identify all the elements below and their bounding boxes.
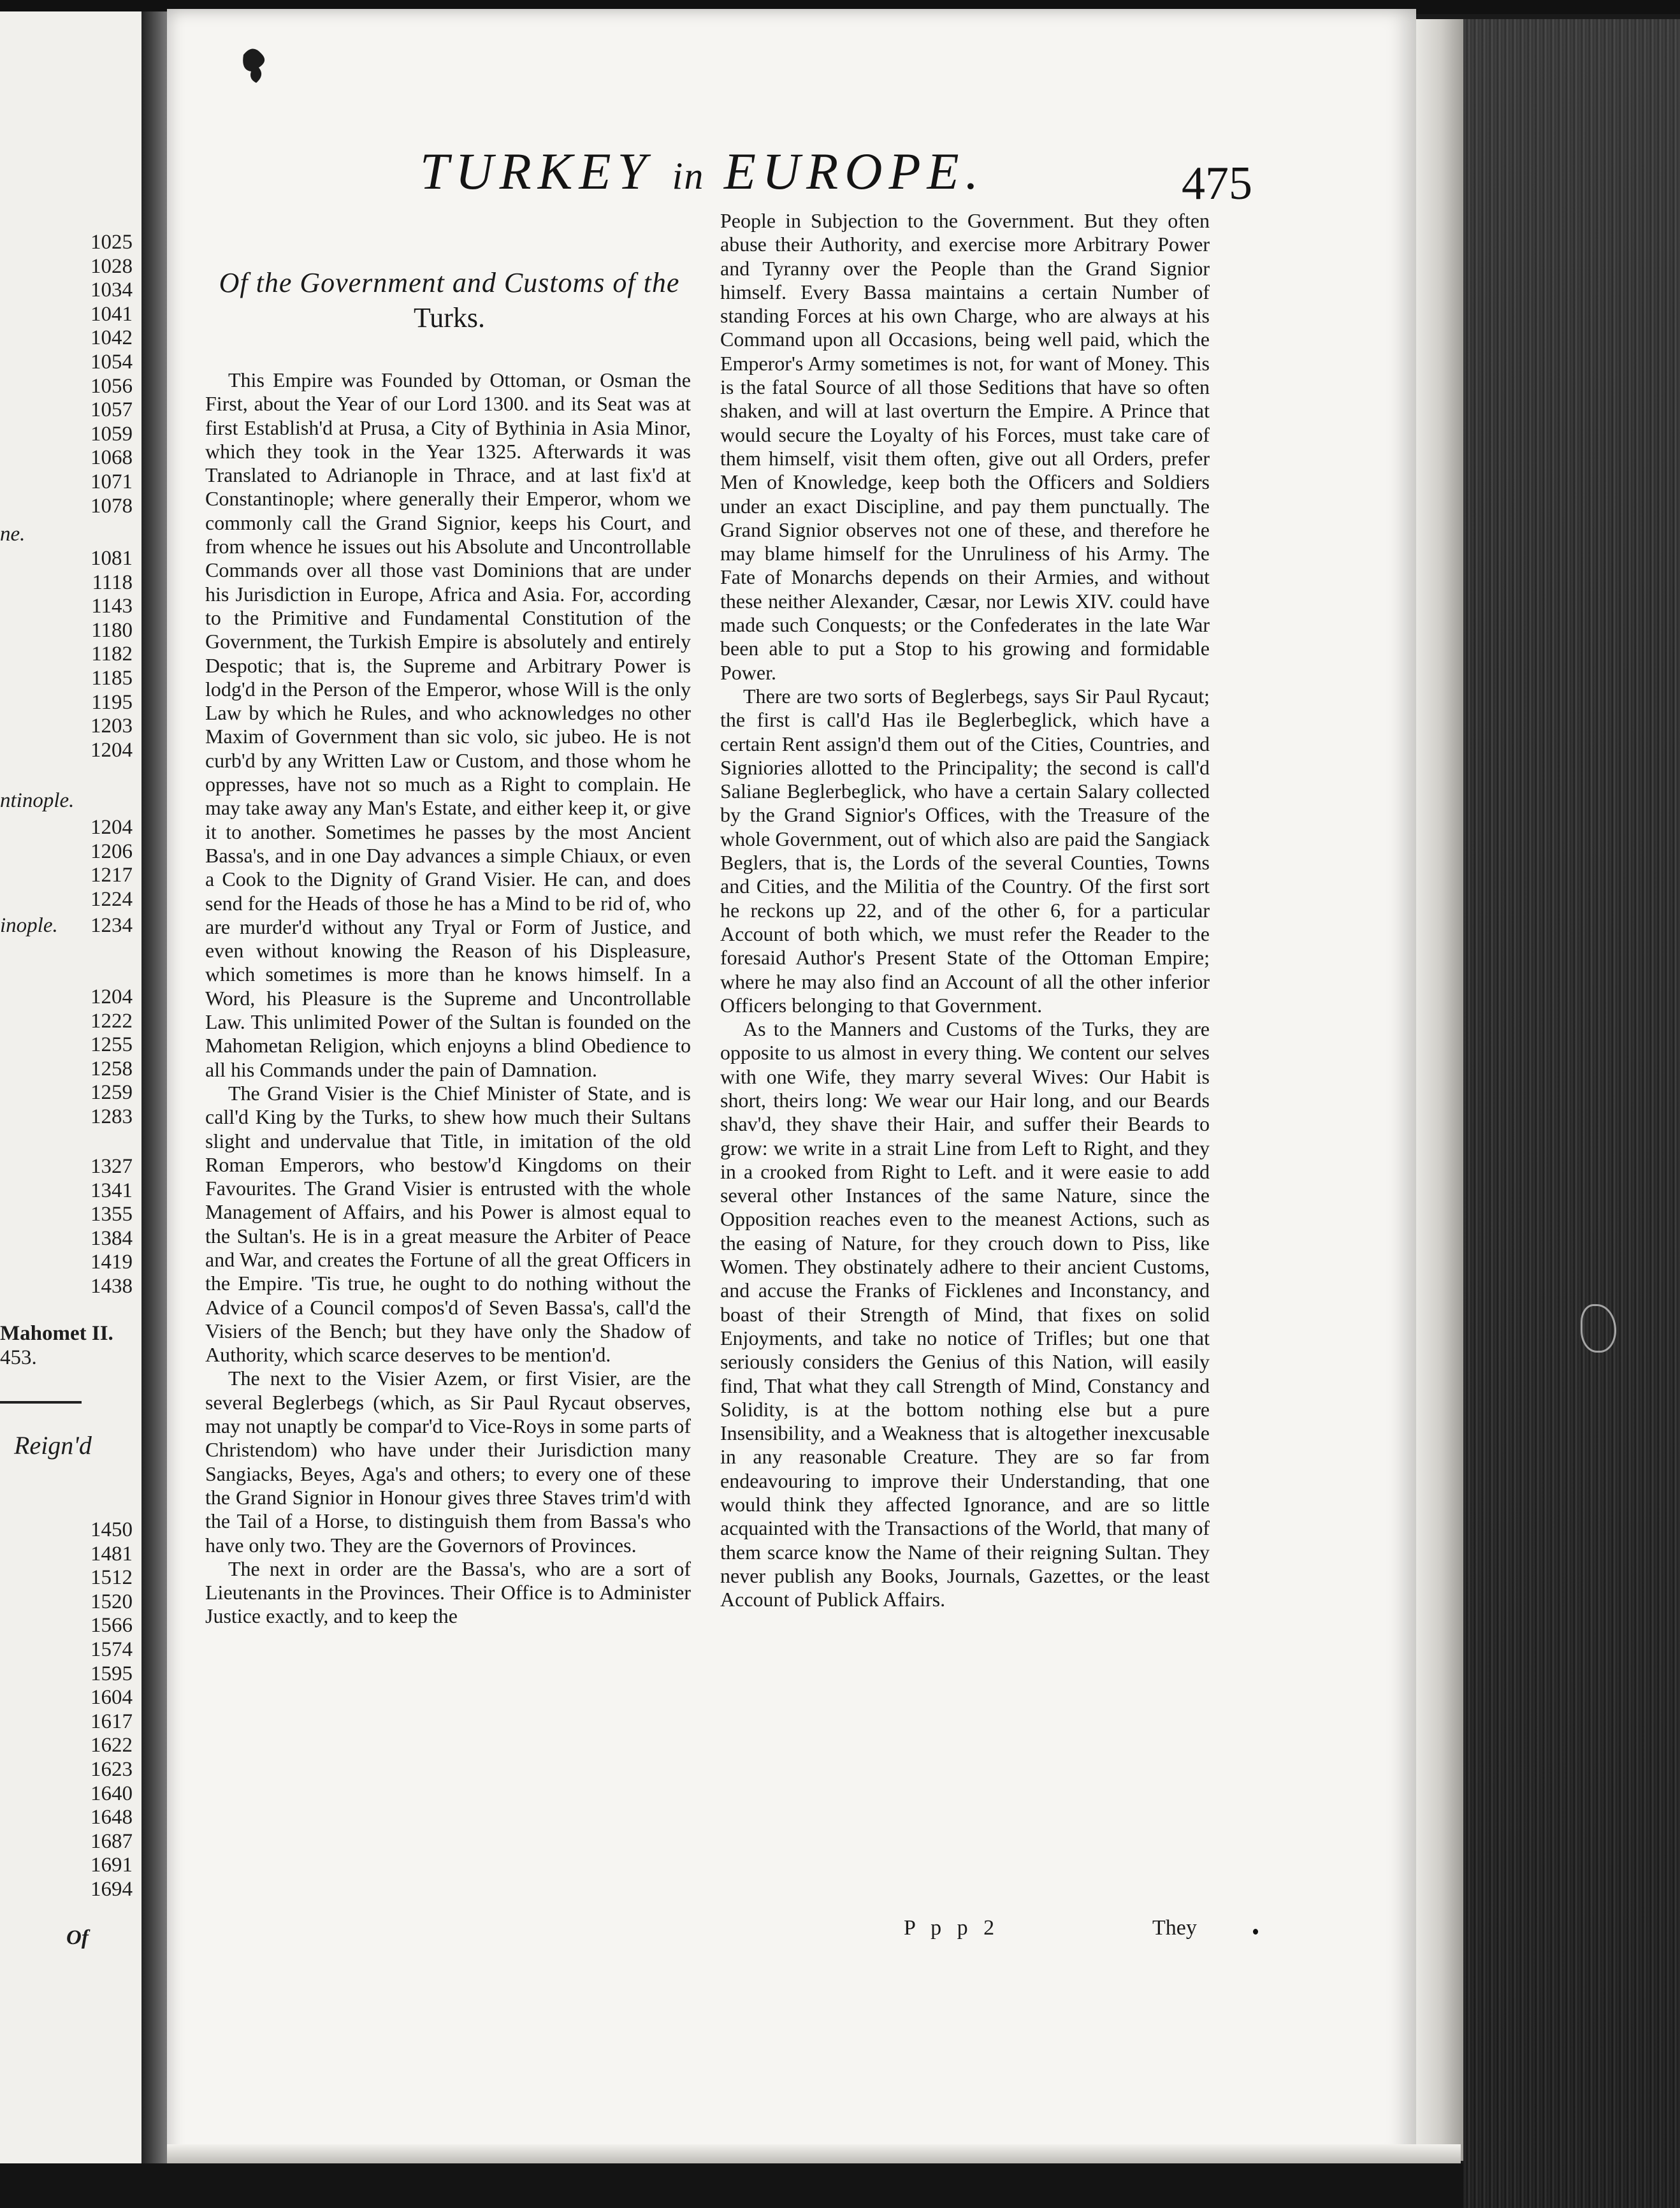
left-page-number: 1182 [91, 643, 133, 666]
left-page-fragment: ne. [0, 523, 25, 546]
left-page-number: 1224 [91, 887, 133, 911]
left-page-number: 1623 [91, 1758, 133, 1781]
left-page-number: 1450 [91, 1518, 133, 1541]
paragraph: People in Subjection to the Government. But they often abuse their Authority, and exercise more Arbitrary Power and Tyranny over the People than the Grand Signior himself. Every Bassa maintains a certain Number of standing Forces at his own Charge, who are always at his Command upon all Occasions, being well paid, which the Emperor's Army sometimes is not, for want of Money. This is the fatal Source of all those Seditions that have so often shaken, and will at last overturn the Empire. A Prince that would secure the Loyalty of his Forces, must take care of them himself, visit them often, give out all Orders, prefer Men of Knowledge, keep both the Officers and Soldiers under an exact Discipline, and pay them punctually. The Grand Signior observes not one of these, and therefore he may blame himself for the Unruliness of his Army. The Fate of Monarchs depends on their Armies, and without these neither Alexander, Cæsar, nor Lewis XIV. could have made such Conquests; or the Confederates in the late War been able to put a Stop to his growing and formidable Power. [720, 209, 1210, 684]
left-page-number: 1355 [91, 1203, 133, 1226]
left-page-number: 1617 [91, 1710, 133, 1733]
left-page-number: 1180 [91, 618, 133, 642]
left-page-number: 1059 [91, 422, 133, 446]
left-page-number: 1054 [91, 351, 133, 374]
section-heading [201, 266, 697, 334]
left-page-number: 1056 [91, 374, 133, 398]
left-page-number: 1195 [91, 690, 133, 714]
page-number: 475 [1182, 157, 1252, 210]
left-page-number: 1341 [91, 1179, 133, 1202]
running-title-part: TURKEY [419, 142, 653, 200]
paragraph: As to the Manners and Customs of the Turks, they are opposite to us almost in every thing. We content our selves with one Wife, they marry several Wives: Our Habit is short, theirs long: We wear our Hair long, and our Beards shav'd, they shave their Hair, and suffer their Beards to grow: we write in a strait Line from Left to Right, and they in a crooked from Right to Left. and it were easie to add several other Instances of the same Nature, since the Opposition reaches even to the meanest Actions, such as the easing of Nature, for they crouch down to Piss, like Women. They obstinately adhere to their ancient Customs, and accuse the Franks of Ficklenes and Inconstancy, and boast of their Strength of Mind, that fixes on solid Enjoyments, and take no notice of Trifles; but one that seriously considers the Genius of this Nation, will easily find, That what they call Strength of Mind, Constancy and Solidity, is at the bottom nothing else but a pure Insensibility, and a Weakness that is altogether inexcusable in any reasonable Creature. They are so far from endeavouring to improve their Understanding, that one would think they affected Ignorance, and are so little acquainted with the Transactions of the World, that many of them scarce know the Name of their reigning Sultan. They never publish any Books, Journals, Gazettes, or the least Account of Publick Affairs. [720, 1017, 1210, 1611]
left-page-number: 1118 [92, 570, 133, 594]
left-page-number: 1691 [91, 1854, 133, 1877]
left-page-number: 1604 [91, 1686, 133, 1710]
book-fore-edge-shade [1463, 19, 1680, 2208]
left-page-fragment: 453. [0, 1346, 37, 1369]
paragraph: This Empire was Founded by Ottoman, or Osman the First, about the Year of our Lord 1300. and its Seat was at first Establish'd at Prusa, a City of Bythinia in Asia Minor, which they took in the Year 1325. Afterwards it was Translated to Adrianople in Thrace, and at last fix'd at Constantinople; where generally their Emperor, whom we commonly call the Grand Signior, keeps his Court, and from whence he issues out his Absolute and Uncontrollable Commands over all those vast Dominions that are under his Jurisdiction in Europe, Africa and Asia. For, according to the Primitive and Fundamental Constitution of the Government, the Turkish Empire is absolutely and entirely Despotic; that is, the Supreme and Arbitrary Power is lodg'd in the Person of the Emperor, whose Will is the only Law by which he Rules, and who acknowledges no other Maxim of Government than sic volo, sic jubeo. He is not curb'd by any Written Law or Custom, and those whom he oppresses, have not so much as a Right to complain. He may take away any Man's Estate, and either keep it, or give it to another. Sometimes he passes by the most Ancient Bassa's, and in one Day advances a simple Chiaux, or even a Cook to the Dignity of Grand Visier. He can, and does send for the Heads of those he has a Mind to be rid of, who are murder'd without any Tryal or Form of Justice, and even without knowing the Reason of his Displeasure, which sometimes is more than he knows himself. In a Word, his Pleasure is the Supreme and Uncontrollable Law. This unlimited Power of the Sultan is founded on the Mahometan Religion, which enjoyns a blind Obedience to all his Commands under the pain of Damnation. [205, 368, 691, 1081]
left-page-number: 1028 [91, 254, 133, 278]
left-page-number: 1595 [91, 1662, 133, 1685]
left-page-number: 1622 [91, 1734, 133, 1757]
text-column-left [205, 368, 691, 1629]
left-page-fragment: inople. [0, 914, 58, 937]
left-page-number: 1204 [91, 985, 133, 1008]
left-page-number: 1640 [91, 1782, 133, 1805]
left-page-number: 1081 [91, 547, 133, 570]
left-facing-page [0, 11, 144, 2166]
text-column-right [720, 209, 1210, 1612]
running-title-part: in [672, 155, 705, 197]
left-page-number: 1034 [91, 279, 133, 302]
left-page-number: 1283 [91, 1105, 133, 1128]
ink-dot [1253, 1929, 1258, 1935]
left-page-number: 1041 [91, 302, 133, 326]
left-page-number: 1206 [91, 839, 133, 863]
left-page-number: 1648 [91, 1806, 133, 1829]
section-heading-line: Turks. [413, 302, 486, 333]
left-page-number: 1204 [91, 816, 133, 839]
left-page-number: 1042 [91, 326, 133, 350]
left-page-number: 1078 [91, 494, 133, 518]
left-page-number: 1687 [91, 1829, 133, 1853]
left-page-number: 1438 [91, 1275, 133, 1298]
left-page-number: 1217 [91, 864, 133, 887]
left-page-number: 1566 [91, 1614, 133, 1638]
paragraph: The next in order are the Bassa's, who are a sort of Lieutenants in the Provinces. Their Office is to Administer Justice exactly, and to keep the [205, 1557, 691, 1628]
paragraph: The next to the Visier Azem, or first Visier, are the several Beglerbegs (which, as Sir Paul Rycaut observes, may not unaptly be compar'd to Vice-Roys in some parts of Christendom) who have under their Jurisdiction many Sangiacks, Beyes, Aga's and others; to every one of these the Grand Signior in Honour gives three Staves trim'd with the Tail of a Horse, to distinguish them from Bassa's who have only two. They are the Governors of Provinces. [205, 1367, 691, 1557]
paragraph: The Grand Visier is the Chief Minister of State, and is call'd King by the Turks, to shew how much their Sultans slight and undervalue that Title, in imitation of the old Roman Emperors, who bestow'd Kingdoms on their Favourites. The Grand Visier is entrusted with the whole Management of Affairs, and his Power is almost equal to the Sultan's. He is in a great measure the Arbiter of Peace and War, and creates the Fortune of all the great Officers in the Empire. 'Tis true, he ought to do nothing without the Advice of a Council compos'd of Seven Bassa's, call'd the Visiers of the Bench; but they have only the Shadow of Authority, which scarce deserves to be mention'd. [205, 1081, 691, 1367]
left-page-number: 1234 [91, 914, 133, 937]
running-title-part: EUROPE. [723, 142, 985, 200]
scanner-bed-bottom [0, 2163, 1463, 2208]
book-gutter [141, 11, 167, 2172]
left-page-number: 1259 [91, 1081, 133, 1105]
ink-blot-mark [237, 42, 272, 87]
left-page-number: 1512 [91, 1566, 133, 1590]
left-page-number: 1143 [91, 595, 133, 618]
left-page-fragment: Of [66, 1926, 89, 1949]
left-page-number: 1203 [91, 715, 133, 738]
left-page-number: 1057 [91, 398, 133, 422]
paragraph: There are two sorts of Beglerbegs, says Sir Paul Rycaut; the first is call'd Has ile Beglerbeglick, which have a certain Rent assign'd them out of the Cities, Countries, and Signiories allotted to the Principality; the second is call'd Saliane Beglerbeglick, who have a certain Salary collected by the Grand Signior's Offices, with the Treasure of the whole Government, out of which also are paid the Sangiack Beglers, that is, the Lords of the several Counties, Towns and Cities, and the Militia of the Country. Of the first sort he reckons up 22, and of the other 6, for a particular Account of both which, we must refer the Reader to the foresaid Author's Present State of the Ottoman Empire; where he may also find an Account of all the other inferior Officers belonging to that Government. [720, 684, 1210, 1017]
left-page-number: 1071 [91, 470, 133, 493]
left-page-number: 1694 [91, 1878, 133, 1901]
left-page-number: 1327 [91, 1155, 133, 1178]
left-page-fragment: ntinople. [0, 789, 75, 812]
left-page-number: 1255 [91, 1033, 133, 1057]
running-title [403, 142, 1002, 201]
left-page-number: 1258 [91, 1057, 133, 1080]
left-page-number: 1419 [91, 1251, 133, 1274]
left-page-fragment: Reign'd [14, 1431, 92, 1460]
page-bottom-edge [167, 2144, 1461, 2163]
left-page-number: 1384 [91, 1226, 133, 1250]
left-page-number: 1481 [91, 1542, 133, 1565]
signature-mark: P p p 2 [904, 1916, 1000, 1940]
left-page-number: 1222 [91, 1009, 133, 1033]
left-page-number: 1068 [91, 446, 133, 470]
left-page-number: 1185 [91, 667, 133, 690]
left-page-rule [0, 1401, 82, 1404]
left-page-number: 1204 [91, 738, 133, 762]
catchword: They [1152, 1916, 1197, 1940]
left-page-fragment: Mahomet II. [0, 1322, 113, 1345]
left-page-number: 1520 [91, 1590, 133, 1613]
page-edge-curl [1416, 19, 1466, 2161]
left-page-number: 1574 [91, 1638, 133, 1661]
left-page-number: 1025 [91, 231, 133, 254]
section-heading-line: Of the Government and Customs of the [219, 267, 680, 298]
